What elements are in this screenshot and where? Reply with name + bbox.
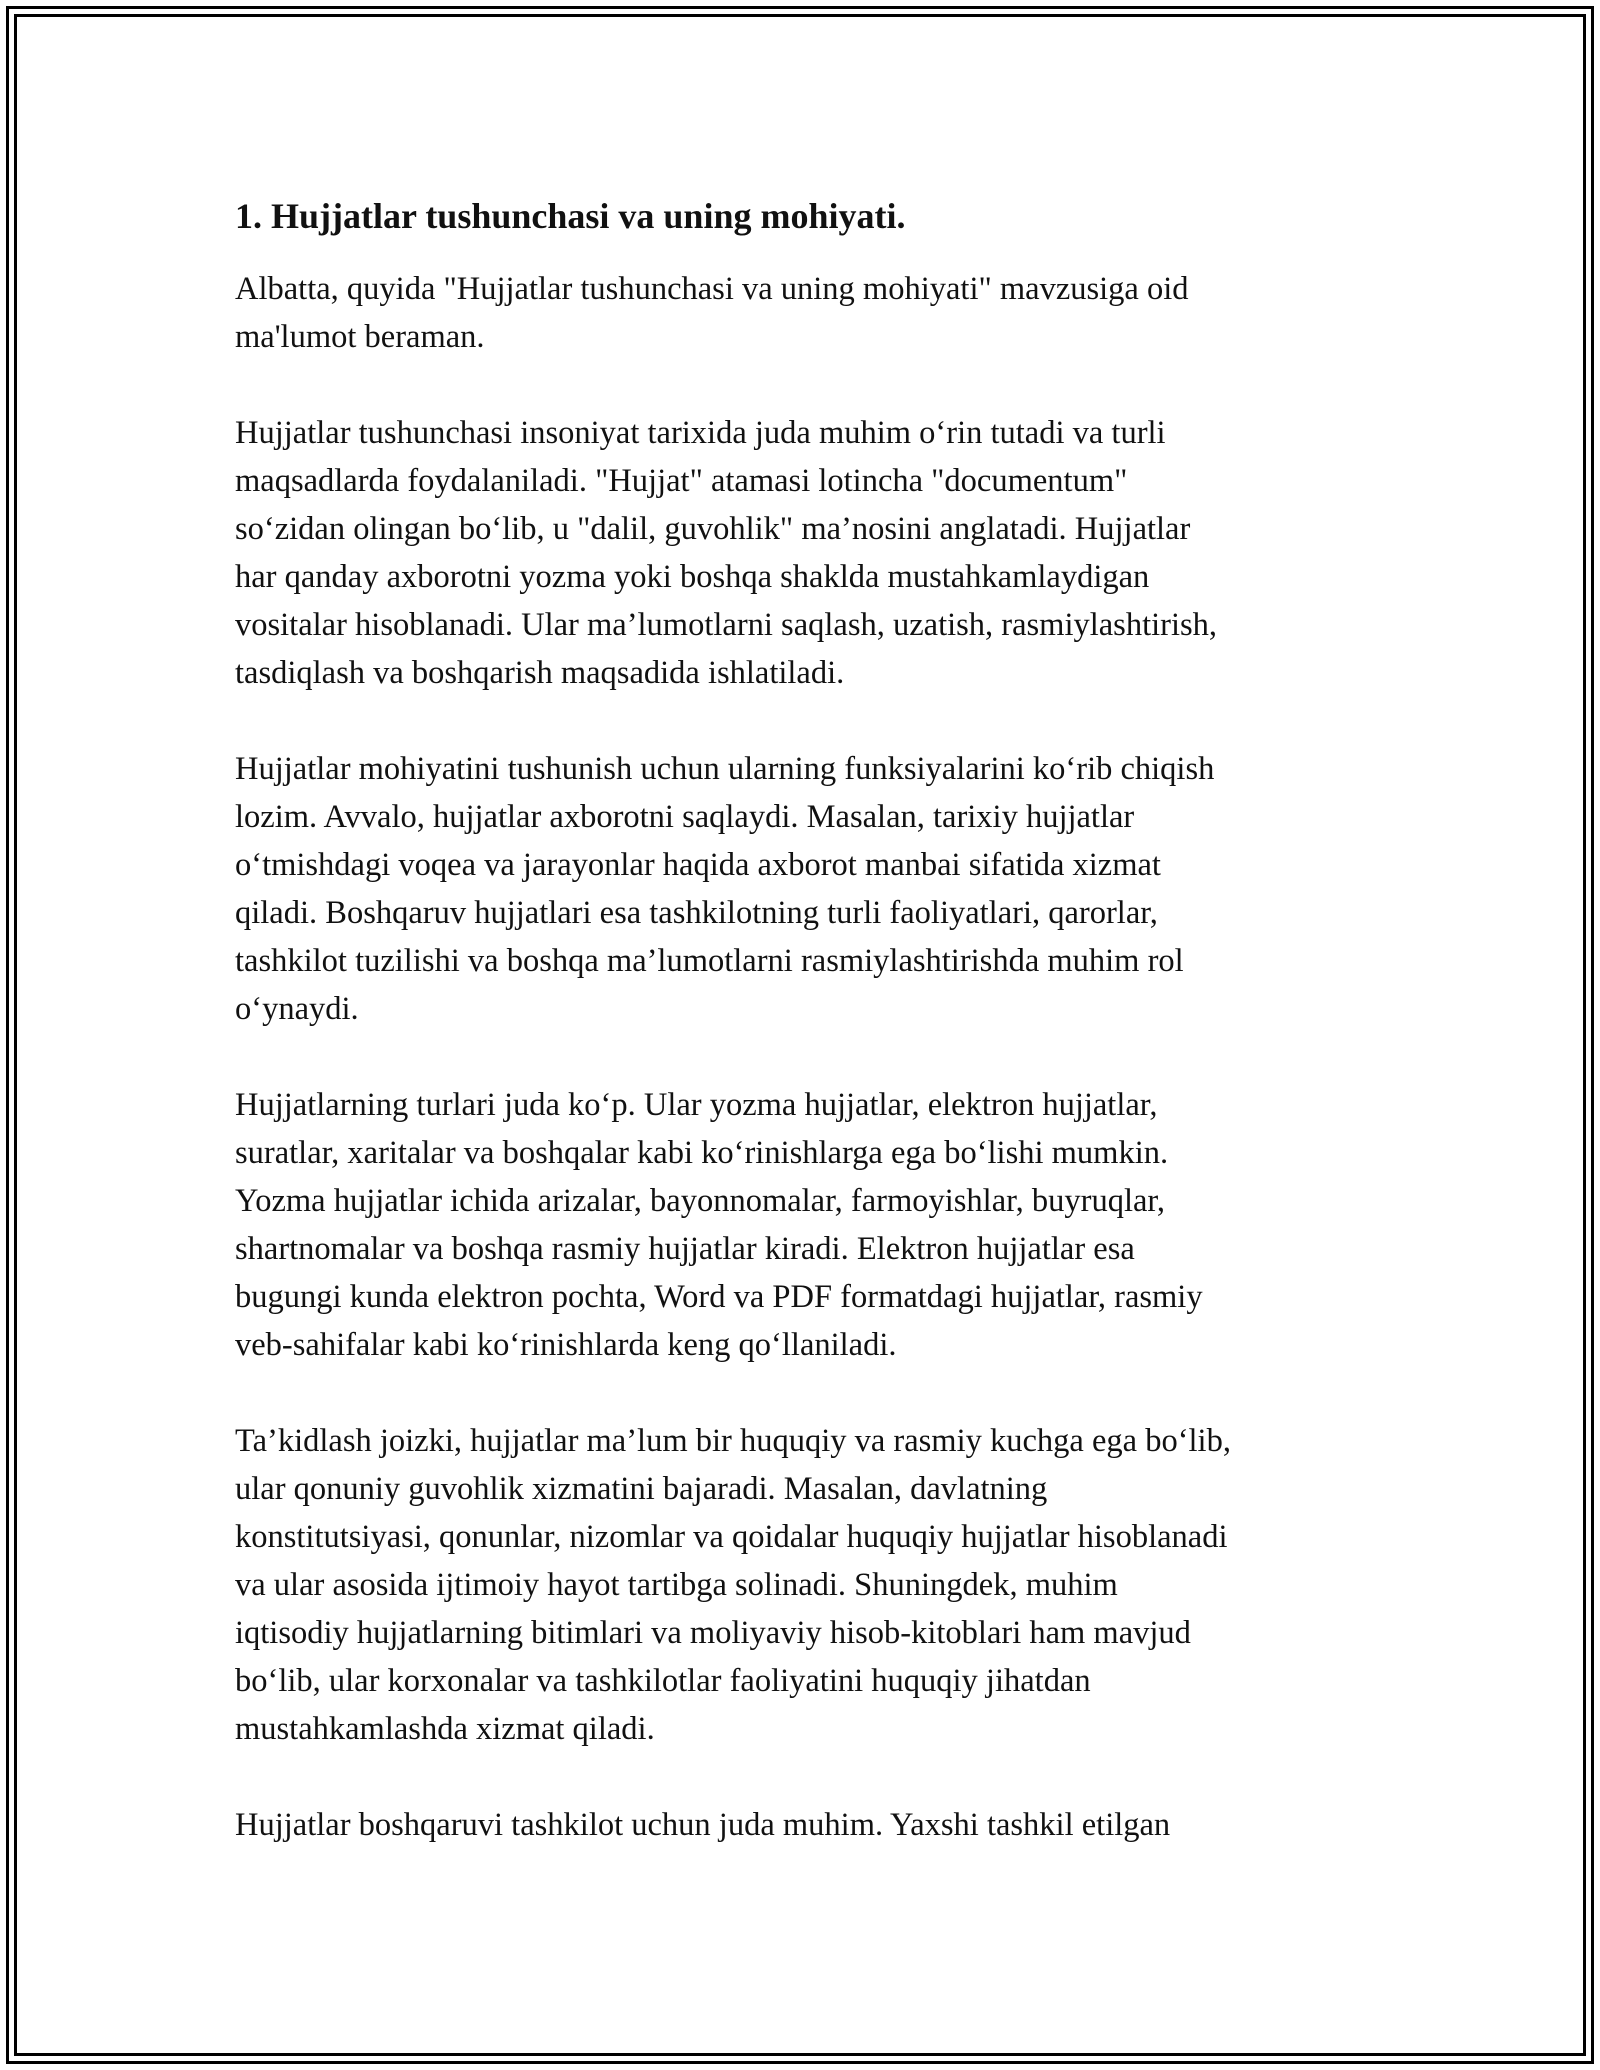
text-line: qiladi. Boshqaruv hujjatlari esa tashkilotning turli faoliyatlari, qarorlar, [235, 895, 1158, 931]
text-line: va ular asosida ijtimoiy hayot tartibga solinadi. Shuningdek, muhim [235, 1567, 1118, 1603]
section-heading: 1. Hujjatlar tushunchasi va uning mohiyati. [235, 196, 906, 236]
text-line: Hujjatlar tushunchasi insoniyat tarixida juda muhim o‘rin tutadi va turli [235, 415, 1166, 451]
text-line: iqtisodiy hujjatlarning bitimlari va moliyaviy hisob-kitoblari ham mavjud [235, 1615, 1191, 1651]
text-line: Albatta, quyida "Hujjatlar tushunchasi va uning mohiyati" mavzusiga oid [235, 271, 1189, 307]
text-line: suratlar, xaritalar va boshqalar kabi ko‘rinishlarga ega bo‘lishi mumkin. [235, 1135, 1169, 1171]
text-line: maqsadlarda foydalaniladi. "Hujjat" atamasi lotincha "documentum" [235, 463, 1128, 499]
text-line: lozim. Avvalo, hujjatlar axborotni saqlaydi. Masalan, tarixiy hujjatlar [235, 799, 1135, 835]
paragraph-list [235, 265, 1385, 1849]
paragraph [235, 1081, 1385, 1369]
text-line: vositalar hisoblanadi. Ular ma’lumotlarni saqlash, uzatish, rasmiylashtirish, [235, 607, 1218, 643]
text-line: mustahkamlashda xizmat qiladi. [235, 1711, 655, 1747]
text-line: ular qonuniy guvohlik xizmatini bajaradi. Masalan, davlatning [235, 1471, 1048, 1507]
paragraph [235, 409, 1385, 697]
paragraph [235, 1417, 1385, 1753]
text-line: so‘zidan olingan bo‘lib, u "dalil, guvohlik" ma’nosini anglatadi. Hujjatlar [235, 511, 1191, 547]
text-line: veb-sahifalar kabi ko‘rinishlarda keng qo‘llaniladi. [235, 1327, 897, 1363]
paragraph [235, 265, 1385, 361]
text-line: shartnomalar va boshqa rasmiy hujjatlar kiradi. Elektron hujjatlar esa [235, 1231, 1135, 1267]
text-line: Ta’kidlash joizki, hujjatlar ma’lum bir huquqiy va rasmiy kuchga ega bo‘lib, [235, 1423, 1231, 1459]
text-line: tasdiqlash va boshqarish maqsadida ishlatiladi. [235, 655, 845, 691]
text-line: ma'lumot beraman. [235, 319, 485, 355]
text-line: Hujjatlar mohiyatini tushunish uchun ularning funksiyalarini ko‘rib chiqish [235, 751, 1215, 787]
text-line: konstitutsiyasi, qonunlar, nizomlar va qoidalar huquqiy hujjatlar hisoblanadi [235, 1519, 1228, 1555]
text-line: har qanday axborotni yozma yoki boshqa shaklda mustahkamlaydigan [235, 559, 1150, 595]
document-body [235, 188, 1385, 1897]
text-line: tashkilot tuzilishi va boshqa ma’lumotlarni rasmiylashtirishda muhim rol [235, 943, 1184, 979]
paragraph [235, 745, 1385, 1033]
text-line: Hujjatlar boshqaruvi tashkilot uchun juda muhim. Yaxshi tashkil etilgan [235, 1807, 1171, 1843]
text-line: o‘tmishdagi voqea va jarayonlar haqida axborot manbai sifatida xizmat [235, 847, 1161, 883]
text-line: o‘ynaydi. [235, 991, 359, 1027]
text-line: Yozma hujjatlar ichida arizalar, bayonnomalar, farmoyishlar, buyruqlar, [235, 1183, 1166, 1219]
text-line: bo‘lib, ular korxonalar va tashkilotlar faoliyatini huquqiy jihatdan [235, 1663, 1091, 1699]
paragraph [235, 1801, 1385, 1849]
text-line: Hujjatlarning turlari juda ko‘p. Ular yozma hujjatlar, elektron hujjatlar, [235, 1087, 1158, 1123]
text-line: bugungi kunda elektron pochta, Word va PDF formatdagi hujjatlar, rasmiy [235, 1279, 1203, 1315]
